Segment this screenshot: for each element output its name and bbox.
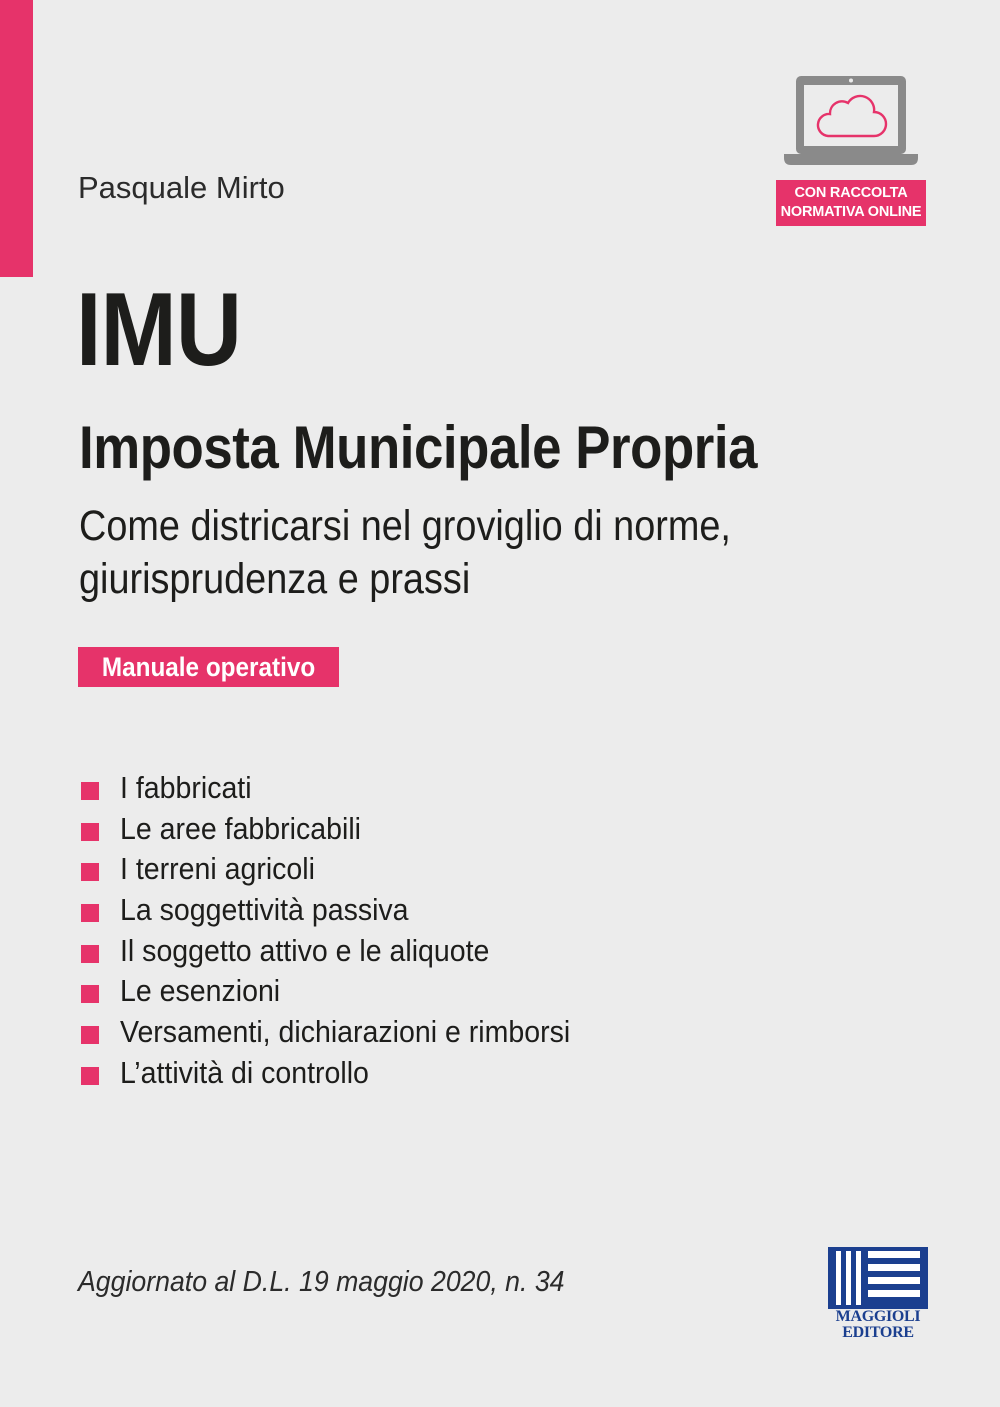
online-resources-badge <box>776 70 926 230</box>
author-name: Pasquale Mirto <box>78 170 285 205</box>
square-bullet-icon <box>81 1026 99 1044</box>
maggioli-logo-icon <box>828 1247 928 1309</box>
badge-line-1: CON RACCOLTA <box>794 185 908 201</box>
square-bullet-icon <box>81 985 99 1003</box>
laptop-cloud-icon <box>784 70 918 170</box>
square-bullet-icon <box>81 863 99 881</box>
topic-text: Le esenzioni <box>120 973 281 1009</box>
square-bullet-icon <box>81 823 99 841</box>
topic-text: Il soggetto attivo e le aliquote <box>120 932 490 968</box>
topic-text: Versamenti, dichiarazioni e rimborsi <box>120 1014 571 1050</box>
book-title-sub: Imposta Municipale Propria <box>79 414 758 481</box>
topic-text: I terreni agricoli <box>120 851 315 887</box>
update-note: Aggiornato al D.L. 19 maggio 2020, n. 34 <box>78 1266 565 1298</box>
badge-label <box>776 180 926 226</box>
accent-bar <box>0 0 33 277</box>
square-bullet-icon <box>81 1067 99 1085</box>
subtitle-line-2: giurisprudenza e prassi <box>79 555 471 603</box>
badge-line-2: NORMATIVA ONLINE <box>780 204 922 220</box>
book-title: IMU <box>76 272 242 388</box>
topic-text: L’attività di controllo <box>120 1054 369 1090</box>
topic-text: La soggettività passiva <box>120 892 409 928</box>
square-bullet-icon <box>81 945 99 963</box>
square-bullet-icon <box>81 782 99 800</box>
publisher-logo <box>828 1247 928 1341</box>
publisher-name-line-1: MAGGIOLI <box>835 1308 921 1325</box>
book-subtitle <box>79 500 959 606</box>
subtitle-line-1: Come districarsi nel groviglio di norme, <box>79 502 731 550</box>
square-bullet-icon <box>81 904 99 922</box>
publisher-name-line-2: EDITORE <box>842 1324 914 1341</box>
topic-text: I fabbricati <box>120 770 252 805</box>
series-tag-label: Manuale operativo <box>101 652 316 682</box>
topic-text: Le aree fabbricabili <box>120 810 361 846</box>
series-tag <box>78 647 339 687</box>
